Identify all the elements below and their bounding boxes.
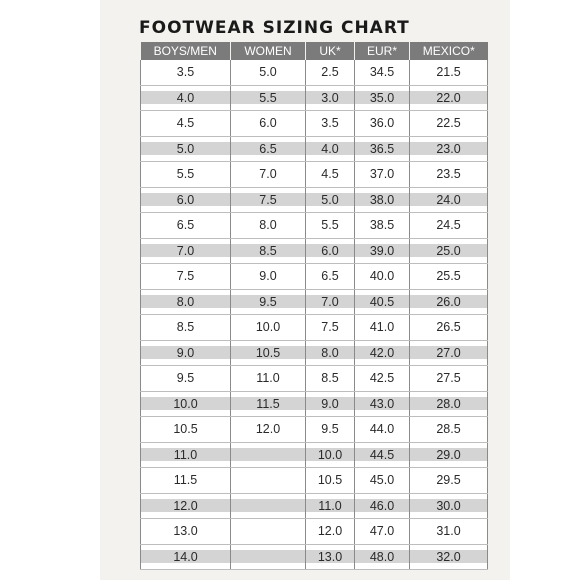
cell-uk: 7.0 <box>306 289 355 315</box>
cell-eur: 43.0 <box>355 391 410 417</box>
cell-boys-men: 10.0 <box>141 391 231 417</box>
table-row <box>141 544 488 570</box>
chart-title: FOOTWEAR SIZING CHART <box>139 18 410 38</box>
cell-women: 11.0 <box>231 366 306 392</box>
cell-mexico: 22.0 <box>410 85 488 111</box>
cell-boys-men: 9.0 <box>141 340 231 366</box>
cell-women: 10.5 <box>231 340 306 366</box>
table-row <box>141 187 488 213</box>
table-row <box>141 85 488 111</box>
table-body <box>141 60 488 570</box>
cell-women: 5.0 <box>231 60 306 85</box>
cell-eur: 37.0 <box>355 162 410 188</box>
cell-women <box>231 493 306 519</box>
cell-uk: 4.0 <box>306 136 355 162</box>
cell-women: 9.0 <box>231 264 306 290</box>
cell-uk: 13.0 <box>306 544 355 570</box>
cell-eur: 48.0 <box>355 544 410 570</box>
cell-mexico: 30.0 <box>410 493 488 519</box>
cell-eur: 41.0 <box>355 315 410 341</box>
cell-eur: 44.5 <box>355 442 410 468</box>
table-row <box>141 136 488 162</box>
table-row <box>141 238 488 264</box>
cell-mexico: 29.0 <box>410 442 488 468</box>
table-row <box>141 340 488 366</box>
cell-eur: 36.0 <box>355 111 410 137</box>
cell-uk: 8.5 <box>306 366 355 392</box>
cell-women: 6.5 <box>231 136 306 162</box>
cell-boys-men: 12.0 <box>141 493 231 519</box>
cell-uk: 5.0 <box>306 187 355 213</box>
cell-uk: 10.0 <box>306 442 355 468</box>
cell-eur: 40.5 <box>355 289 410 315</box>
cell-boys-men: 13.0 <box>141 519 231 545</box>
cell-women: 7.5 <box>231 187 306 213</box>
cell-boys-men: 7.5 <box>141 264 231 290</box>
header-eur: EUR* <box>355 42 410 60</box>
cell-mexico: 24.5 <box>410 213 488 239</box>
cell-mexico: 26.5 <box>410 315 488 341</box>
cell-mexico: 25.5 <box>410 264 488 290</box>
sizing-table <box>140 42 488 570</box>
cell-mexico: 23.0 <box>410 136 488 162</box>
cell-mexico: 29.5 <box>410 468 488 494</box>
cell-uk: 4.5 <box>306 162 355 188</box>
cell-boys-men: 3.5 <box>141 60 231 85</box>
cell-uk: 6.0 <box>306 238 355 264</box>
table-row <box>141 468 488 494</box>
table-row <box>141 315 488 341</box>
cell-uk: 9.5 <box>306 417 355 443</box>
cell-eur: 45.0 <box>355 468 410 494</box>
cell-eur: 40.0 <box>355 264 410 290</box>
cell-women <box>231 468 306 494</box>
cell-eur: 38.0 <box>355 187 410 213</box>
cell-uk: 3.5 <box>306 111 355 137</box>
table-row <box>141 60 488 85</box>
header-women: WOMEN <box>231 42 306 60</box>
cell-uk: 8.0 <box>306 340 355 366</box>
cell-women: 11.5 <box>231 391 306 417</box>
cell-women: 8.5 <box>231 238 306 264</box>
cell-uk: 6.5 <box>306 264 355 290</box>
cell-mexico: 32.0 <box>410 544 488 570</box>
cell-eur: 38.5 <box>355 213 410 239</box>
cell-eur: 47.0 <box>355 519 410 545</box>
cell-uk: 7.5 <box>306 315 355 341</box>
cell-boys-men: 4.5 <box>141 111 231 137</box>
cell-boys-men: 8.5 <box>141 315 231 341</box>
table-row <box>141 442 488 468</box>
cell-women: 6.0 <box>231 111 306 137</box>
cell-eur: 44.0 <box>355 417 410 443</box>
cell-boys-men: 7.0 <box>141 238 231 264</box>
cell-mexico: 25.0 <box>410 238 488 264</box>
table-row <box>141 417 488 443</box>
table-row <box>141 493 488 519</box>
cell-mexico: 21.5 <box>410 60 488 85</box>
cell-boys-men: 6.5 <box>141 213 231 239</box>
cell-mexico: 24.0 <box>410 187 488 213</box>
cell-boys-men: 8.0 <box>141 289 231 315</box>
cell-boys-men: 11.0 <box>141 442 231 468</box>
cell-women <box>231 442 306 468</box>
cell-women: 8.0 <box>231 213 306 239</box>
table-row <box>141 111 488 137</box>
cell-boys-men: 11.5 <box>141 468 231 494</box>
cell-uk: 2.5 <box>306 60 355 85</box>
cell-boys-men: 5.0 <box>141 136 231 162</box>
table-row <box>141 264 488 290</box>
cell-uk: 3.0 <box>306 85 355 111</box>
header-row <box>141 42 488 60</box>
cell-mexico: 23.5 <box>410 162 488 188</box>
cell-eur: 39.0 <box>355 238 410 264</box>
cell-eur: 42.5 <box>355 366 410 392</box>
cell-uk: 9.0 <box>306 391 355 417</box>
cell-mexico: 22.5 <box>410 111 488 137</box>
cell-women: 10.0 <box>231 315 306 341</box>
cell-mexico: 27.5 <box>410 366 488 392</box>
cell-boys-men: 6.0 <box>141 187 231 213</box>
cell-women: 12.0 <box>231 417 306 443</box>
cell-mexico: 31.0 <box>410 519 488 545</box>
cell-women <box>231 544 306 570</box>
cell-women: 5.5 <box>231 85 306 111</box>
cell-boys-men: 4.0 <box>141 85 231 111</box>
cell-women: 7.0 <box>231 162 306 188</box>
cell-uk: 5.5 <box>306 213 355 239</box>
cell-women <box>231 519 306 545</box>
cell-eur: 34.5 <box>355 60 410 85</box>
cell-mexico: 27.0 <box>410 340 488 366</box>
table-row <box>141 213 488 239</box>
table-row <box>141 391 488 417</box>
cell-boys-men: 10.5 <box>141 417 231 443</box>
cell-uk: 12.0 <box>306 519 355 545</box>
cell-mexico: 26.0 <box>410 289 488 315</box>
header-mexico: MEXICO* <box>410 42 488 60</box>
table-row <box>141 162 488 188</box>
table-row <box>141 519 488 545</box>
table-row <box>141 289 488 315</box>
cell-uk: 11.0 <box>306 493 355 519</box>
cell-boys-men: 5.5 <box>141 162 231 188</box>
cell-eur: 46.0 <box>355 493 410 519</box>
cell-eur: 42.0 <box>355 340 410 366</box>
header-uk: UK* <box>306 42 355 60</box>
cell-eur: 35.0 <box>355 85 410 111</box>
table-row <box>141 366 488 392</box>
cell-women: 9.5 <box>231 289 306 315</box>
cell-mexico: 28.0 <box>410 391 488 417</box>
cell-eur: 36.5 <box>355 136 410 162</box>
cell-mexico: 28.5 <box>410 417 488 443</box>
cell-boys-men: 9.5 <box>141 366 231 392</box>
cell-uk: 10.5 <box>306 468 355 494</box>
cell-boys-men: 14.0 <box>141 544 231 570</box>
header-boys-men: BOYS/MEN <box>141 42 231 60</box>
